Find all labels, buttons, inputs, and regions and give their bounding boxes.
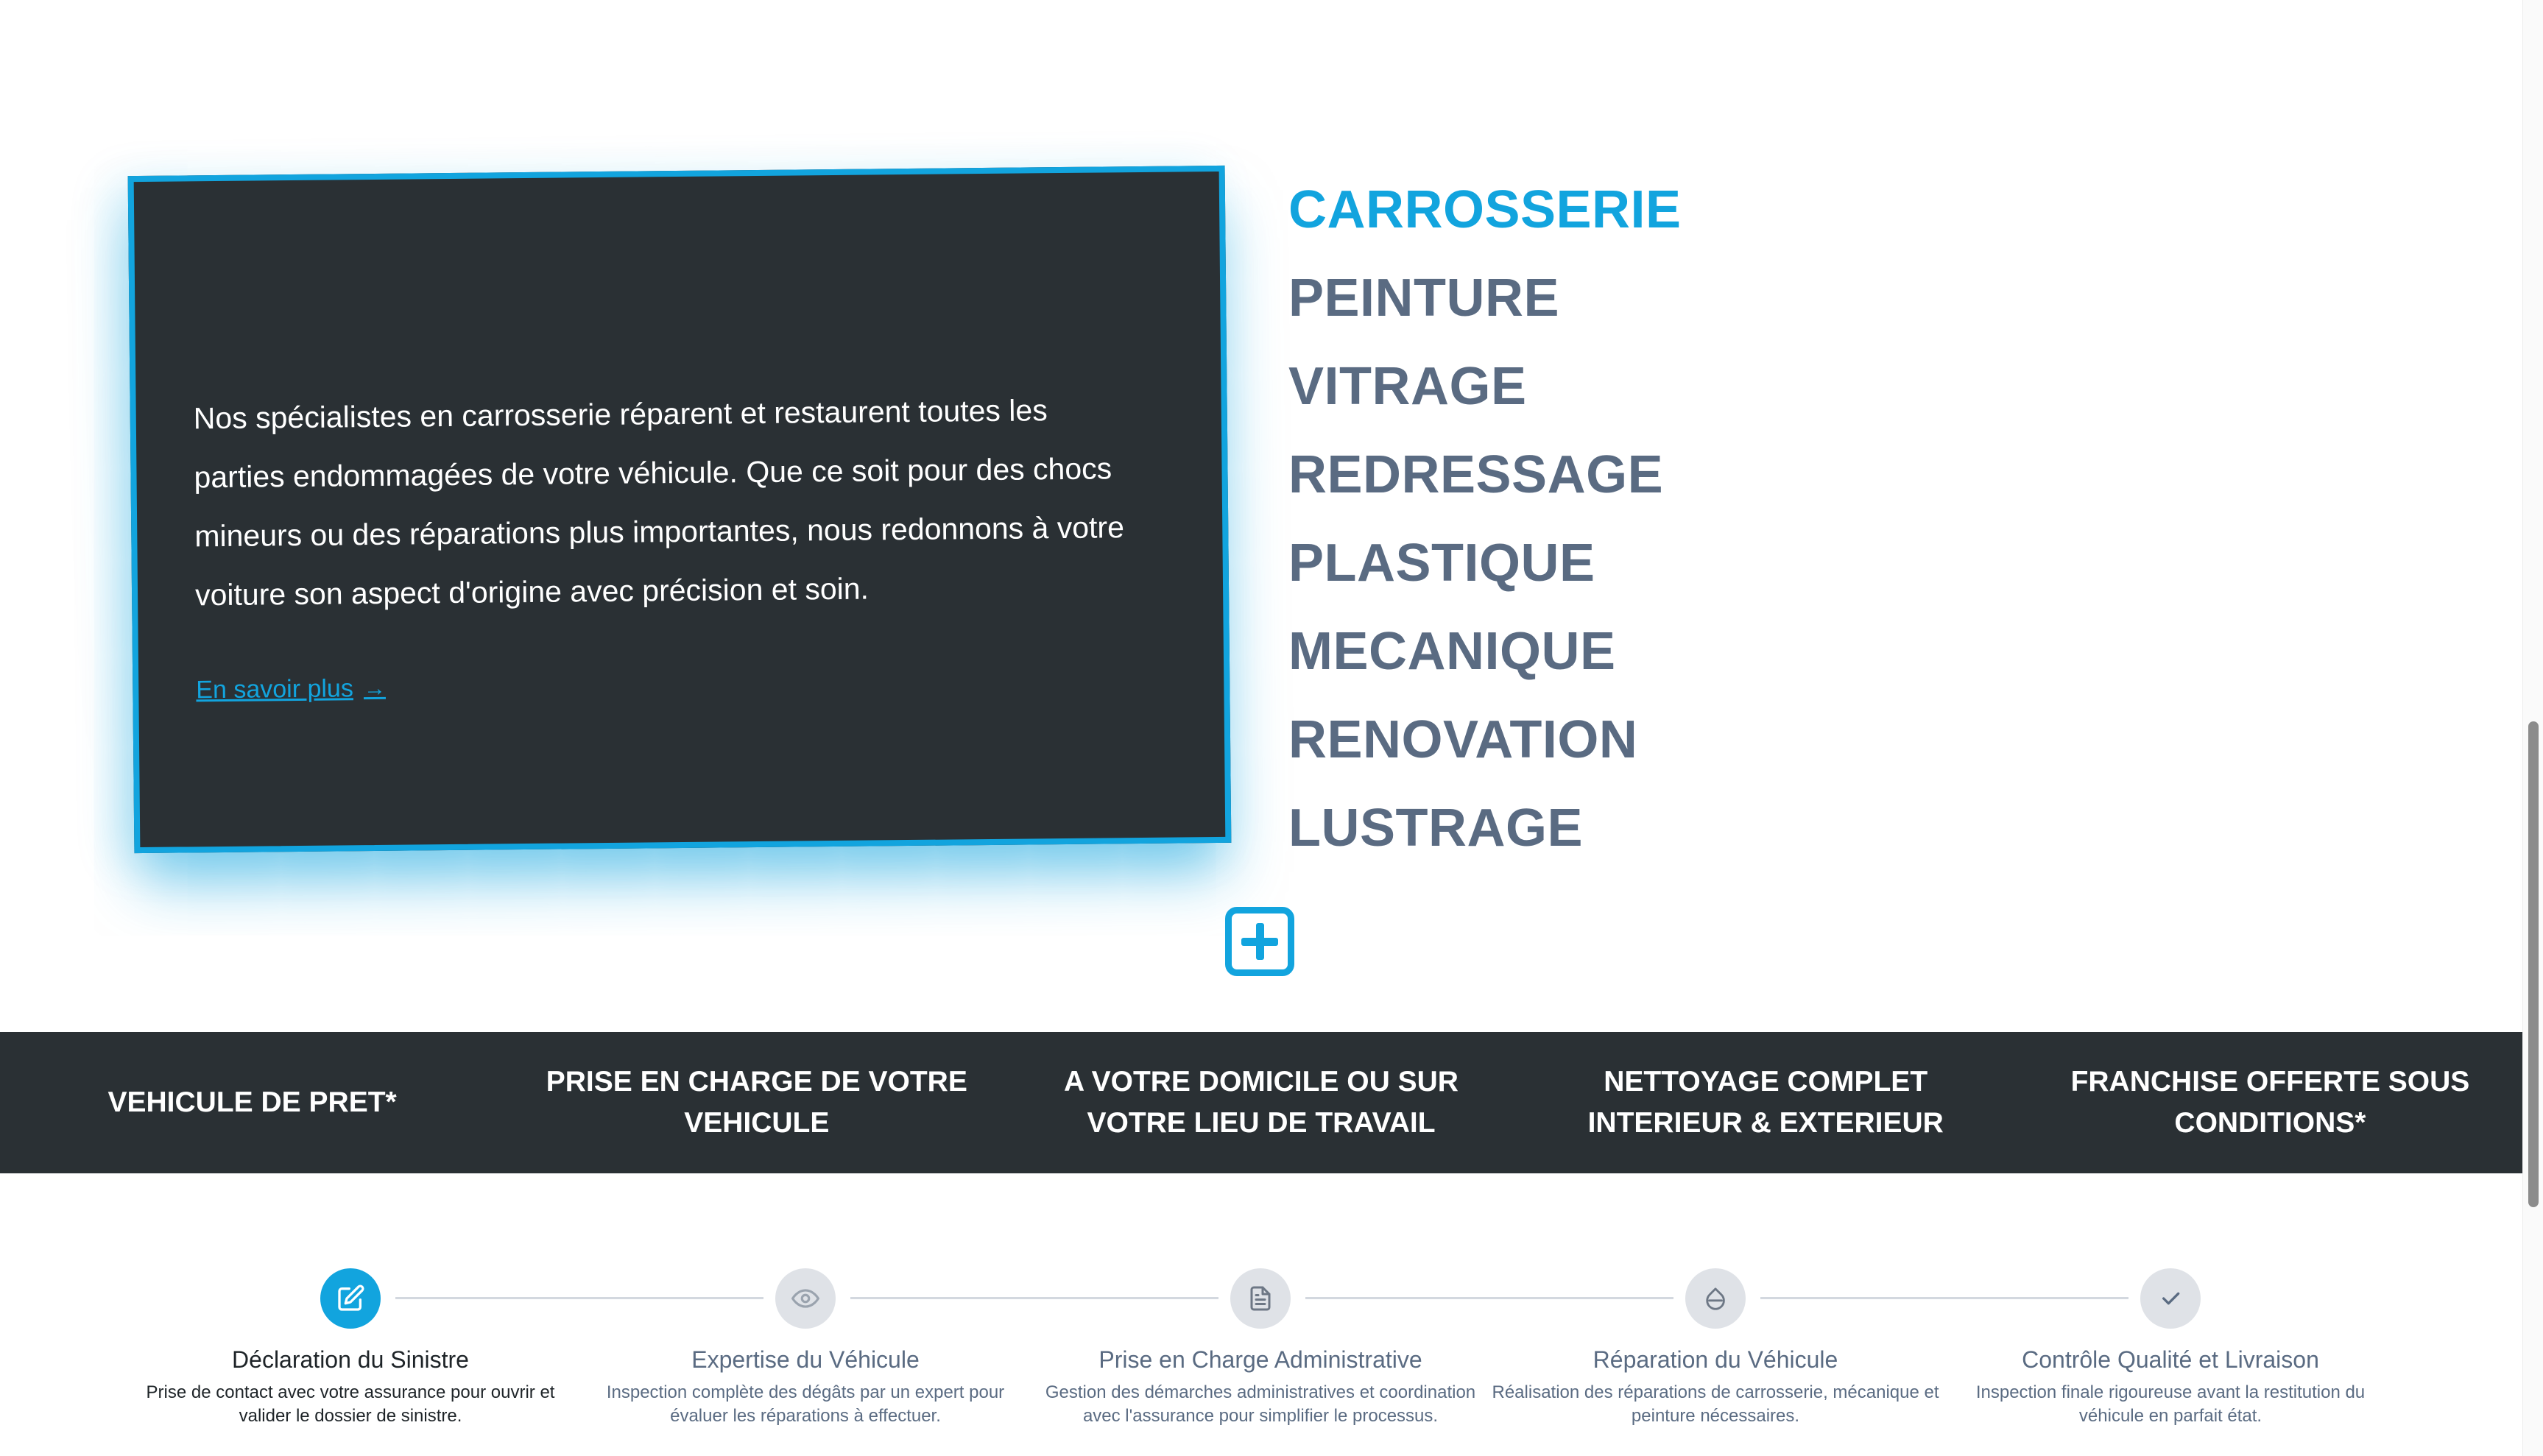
feature-cleaning: NETTOYAGE COMPLET INTERIEUR & EXTERIEUR: [1587, 1066, 1944, 1139]
step-description: Réalisation des réparations de carrosserie, mécanique et peinture nécessaires.: [1492, 1382, 1939, 1426]
step-title: Expertise du Véhicule: [691, 1346, 920, 1373]
learn-more-link[interactable]: [196, 674, 386, 704]
service-item-carrosserie[interactable]: CARROSSERIE: [1288, 180, 1682, 239]
arrow-right-icon: →: [363, 676, 387, 701]
service-description: Nos spécialistes en carrosserie réparent et restaurent toutes les parties endommagées de votre véhicule. Que ce soit pour des chocs mineurs ou des réparations plus importantes, nous redonnons à votre voiture son aspect d'origine avec précision et soin.: [193, 393, 1125, 612]
step-expertise[interactable]: [577, 1266, 1034, 1428]
service-item-lustrage[interactable]: LUSTRAGE: [1288, 799, 1583, 858]
feature-home-service: A VOTRE DOMICILE OU SUR VOTRE LIEU DE TRAVAIL: [1064, 1066, 1459, 1139]
check-icon: [2140, 1268, 2201, 1329]
step-title: Déclaration du Sinistre: [232, 1346, 469, 1373]
step-title: Contrôle Qualité et Livraison: [2022, 1346, 2319, 1373]
feature-vehicle-pickup: PRISE EN CHARGE DE VOTRE VEHICULE: [546, 1066, 967, 1139]
service-item-vitrage[interactable]: VITRAGE: [1288, 357, 1527, 416]
service-card-panel: [128, 166, 1232, 853]
step-description: Inspection finale rigoureuse avant la restitution du véhicule en parfait état.: [1975, 1382, 2366, 1426]
scrollbar-thumb[interactable]: [2528, 721, 2539, 1207]
step-description: Inspection complète des dégâts par un expert pour évaluer les réparations à effectuer.: [606, 1382, 1005, 1426]
plus-square-icon[interactable]: [1225, 907, 1294, 976]
document-icon: [1230, 1268, 1291, 1329]
scrollbar-track[interactable]: [2522, 0, 2543, 1456]
feature-free-deductible: FRANCHISE OFFERTE SOUS CONDITIONS*: [2070, 1066, 2470, 1139]
services-menu: [1288, 166, 1682, 872]
feature-loan-vehicle: VEHICULE DE PRET*: [107, 1086, 397, 1118]
edit-icon: [320, 1268, 381, 1329]
step-title: Prise en Charge Administrative: [1098, 1346, 1422, 1373]
step-administrative[interactable]: [1032, 1266, 1489, 1428]
step-quality-control[interactable]: [1942, 1266, 2399, 1428]
service-item-renovation[interactable]: RENOVATION: [1288, 710, 1638, 769]
service-card: [128, 166, 1232, 853]
step-description: Prise de contact avec votre assurance pour ouvrir et valider le dossier de sinistre.: [146, 1382, 555, 1426]
service-item-peinture[interactable]: PEINTURE: [1288, 269, 1560, 328]
drop-icon: [1685, 1268, 1746, 1329]
eye-icon: [775, 1268, 836, 1329]
features-band: [0, 1032, 2522, 1173]
step-title: Réparation du Véhicule: [1593, 1346, 1838, 1373]
service-item-redressage[interactable]: REDRESSAGE: [1288, 445, 1664, 504]
process-steps: [0, 1266, 2522, 1456]
learn-more-label: En savoir plus: [196, 674, 354, 704]
step-repair[interactable]: [1487, 1266, 1944, 1428]
step-declaration[interactable]: [122, 1266, 579, 1428]
service-item-plastique[interactable]: PLASTIQUE: [1288, 534, 1595, 593]
step-description: Gestion des démarches administratives et coordination avec l'assurance pour simplifier le processus.: [1045, 1382, 1476, 1426]
service-item-mecanique[interactable]: MECANIQUE: [1288, 622, 1616, 681]
